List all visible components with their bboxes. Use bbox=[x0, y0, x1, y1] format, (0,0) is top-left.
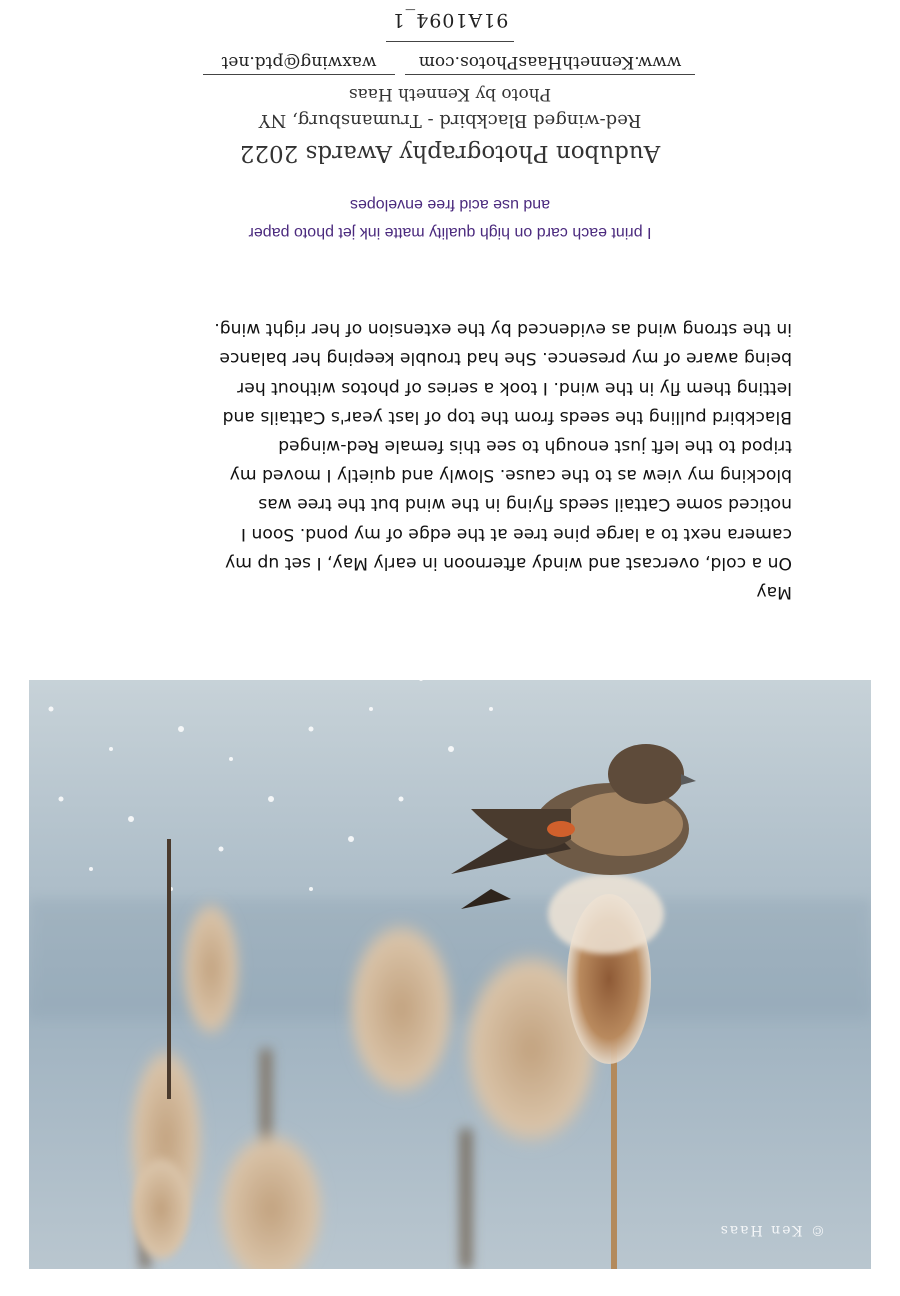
story-line: blocking my view as to the cause. Slowly and quietly I moved my bbox=[229, 465, 792, 486]
print-note-line-2: and use acid free envelopes bbox=[349, 196, 551, 213]
story-line: tripod to the left just enough to see this female Red-winged bbox=[278, 435, 792, 456]
photo-illustration bbox=[29, 680, 871, 1269]
bird-photo bbox=[29, 680, 871, 1269]
website-link[interactable]: www.KennethHaasPhotos.com bbox=[418, 52, 682, 72]
story-line: being aware of my presence. She had trouble keeping her balance bbox=[219, 348, 792, 369]
email-link[interactable]: waxwing@ptd.net bbox=[221, 52, 377, 72]
photo-watermark: © Ken Haas bbox=[718, 1222, 825, 1238]
story-month: May bbox=[756, 582, 792, 602]
email-rule bbox=[203, 74, 395, 75]
story-text bbox=[108, 314, 792, 606]
story-line: camera next to a large pine tree at the edge of my pond. Soon I bbox=[240, 523, 792, 544]
print-note-line-1: I print each card on high quality matte ink jet photo paper bbox=[248, 224, 652, 241]
contact-row bbox=[203, 44, 695, 74]
story-line: in the strong wind as evidenced by the extension of her right wing. bbox=[214, 319, 792, 340]
serial-rule bbox=[386, 41, 514, 42]
story-line: letting them fly in the wind. I took a series of photos without her bbox=[237, 377, 792, 398]
story-line: On a cold, overcast and windy afternoon in early May, I set up my bbox=[225, 552, 792, 573]
card-serial-number: 91A1094_1 bbox=[391, 9, 509, 31]
story-line: noticed some Cattail seeds flying in the wind but the tree was bbox=[258, 494, 792, 515]
website-rule bbox=[405, 74, 695, 75]
photo-credit: Photo by Kenneth Haas bbox=[348, 84, 552, 104]
award-title: Audubon Photography Awards 2022 bbox=[239, 140, 661, 166]
photo-location: Red-winged Blackbird - Trumansburg, NY bbox=[258, 110, 642, 131]
story-line: Blackbird pulling the seeds from the top of last year's Cattails and bbox=[222, 406, 792, 427]
